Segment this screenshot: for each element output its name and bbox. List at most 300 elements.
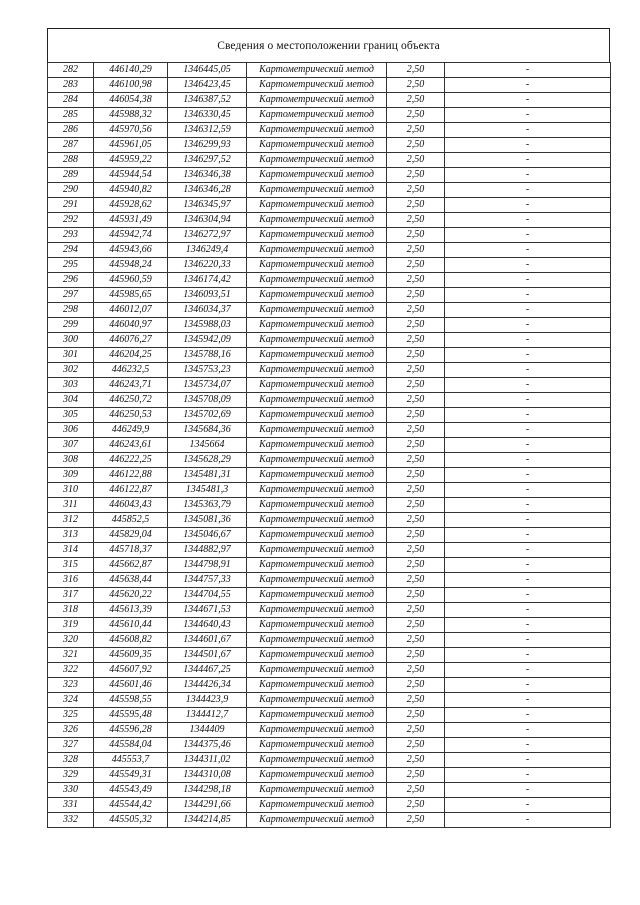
table-row (48, 468, 611, 483)
x-coordinate-cell: 445620,22 (94, 588, 168, 603)
description-cell: - (445, 138, 611, 153)
method-cell: Картометрический метод (247, 753, 387, 768)
table-row (48, 798, 611, 813)
x-coordinate-cell: 445988,32 (94, 108, 168, 123)
y-coordinate-cell: 1344704,55 (168, 588, 247, 603)
table-row (48, 228, 611, 243)
y-coordinate-cell: 1345753,23 (168, 363, 247, 378)
method-cell: Картометрический метод (247, 348, 387, 363)
y-coordinate-cell: 1345046,67 (168, 528, 247, 543)
x-coordinate-cell: 446243,71 (94, 378, 168, 393)
point-number-cell: 310 (48, 483, 94, 498)
point-number-cell: 284 (48, 93, 94, 108)
y-coordinate-cell: 1344671,53 (168, 603, 247, 618)
x-coordinate-cell: 446122,88 (94, 468, 168, 483)
point-number-cell: 308 (48, 453, 94, 468)
description-cell: - (445, 498, 611, 513)
accuracy-cell: 2,50 (387, 468, 445, 483)
y-coordinate-cell: 1346299,93 (168, 138, 247, 153)
method-cell: Картометрический метод (247, 498, 387, 513)
point-number-cell: 283 (48, 78, 94, 93)
method-cell: Картометрический метод (247, 183, 387, 198)
table-row (48, 93, 611, 108)
y-coordinate-cell: 1344311,02 (168, 753, 247, 768)
description-cell: - (445, 663, 611, 678)
y-coordinate-cell: 1345734,07 (168, 378, 247, 393)
y-coordinate-cell: 1346346,28 (168, 183, 247, 198)
x-coordinate-cell: 446043,43 (94, 498, 168, 513)
table-row (48, 573, 611, 588)
table-title: Сведения о местоположении границ объекта (47, 28, 610, 62)
point-number-cell: 306 (48, 423, 94, 438)
x-coordinate-cell: 446012,07 (94, 303, 168, 318)
y-coordinate-cell: 1344501,67 (168, 648, 247, 663)
description-cell: - (445, 708, 611, 723)
method-cell: Картометрический метод (247, 573, 387, 588)
table-row (48, 183, 611, 198)
y-coordinate-cell: 1344409 (168, 723, 247, 738)
x-coordinate-cell: 445610,44 (94, 618, 168, 633)
accuracy-cell: 2,50 (387, 318, 445, 333)
description-cell: - (445, 603, 611, 618)
table-row (48, 213, 611, 228)
point-number-cell: 315 (48, 558, 94, 573)
x-coordinate-cell: 446040,97 (94, 318, 168, 333)
table-row (48, 708, 611, 723)
method-cell: Картометрический метод (247, 528, 387, 543)
table-row (48, 453, 611, 468)
description-cell: - (445, 153, 611, 168)
table-body (48, 63, 611, 828)
point-number-cell: 322 (48, 663, 94, 678)
accuracy-cell: 2,50 (387, 798, 445, 813)
accuracy-cell: 2,50 (387, 573, 445, 588)
accuracy-cell: 2,50 (387, 528, 445, 543)
table-row (48, 198, 611, 213)
method-cell: Картометрический метод (247, 618, 387, 633)
x-coordinate-cell: 445940,82 (94, 183, 168, 198)
y-coordinate-cell: 1344640,43 (168, 618, 247, 633)
description-cell: - (445, 288, 611, 303)
description-cell: - (445, 693, 611, 708)
description-cell: - (445, 678, 611, 693)
table-row (48, 423, 611, 438)
x-coordinate-cell: 446250,53 (94, 408, 168, 423)
table-row (48, 753, 611, 768)
accuracy-cell: 2,50 (387, 543, 445, 558)
table-row (48, 408, 611, 423)
y-coordinate-cell: 1346387,52 (168, 93, 247, 108)
method-cell: Картометрический метод (247, 678, 387, 693)
accuracy-cell: 2,50 (387, 723, 445, 738)
y-coordinate-cell: 1344412,7 (168, 708, 247, 723)
x-coordinate-cell: 445943,66 (94, 243, 168, 258)
description-cell: - (445, 633, 611, 648)
description-cell: - (445, 543, 611, 558)
accuracy-cell: 2,50 (387, 228, 445, 243)
method-cell: Картометрический метод (247, 513, 387, 528)
y-coordinate-cell: 1346272,97 (168, 228, 247, 243)
method-cell: Картометрический метод (247, 768, 387, 783)
point-number-cell: 286 (48, 123, 94, 138)
table-row (48, 783, 611, 798)
point-number-cell: 314 (48, 543, 94, 558)
accuracy-cell: 2,50 (387, 438, 445, 453)
table-row (48, 333, 611, 348)
method-cell: Картометрический метод (247, 708, 387, 723)
y-coordinate-cell: 1346220,33 (168, 258, 247, 273)
description-cell: - (445, 588, 611, 603)
point-number-cell: 320 (48, 633, 94, 648)
y-coordinate-cell: 1344423,9 (168, 693, 247, 708)
table-row (48, 558, 611, 573)
x-coordinate-cell: 445960,59 (94, 273, 168, 288)
table-row (48, 393, 611, 408)
point-number-cell: 309 (48, 468, 94, 483)
description-cell: - (445, 108, 611, 123)
point-number-cell: 289 (48, 168, 94, 183)
y-coordinate-cell: 1344426,34 (168, 678, 247, 693)
accuracy-cell: 2,50 (387, 168, 445, 183)
description-cell: - (445, 243, 611, 258)
accuracy-cell: 2,50 (387, 198, 445, 213)
table-row (48, 498, 611, 513)
method-cell: Картометрический метод (247, 138, 387, 153)
x-coordinate-cell: 445852,5 (94, 513, 168, 528)
accuracy-cell: 2,50 (387, 453, 445, 468)
accuracy-cell: 2,50 (387, 558, 445, 573)
x-coordinate-cell: 445829,04 (94, 528, 168, 543)
point-number-cell: 311 (48, 498, 94, 513)
method-cell: Картометрический метод (247, 393, 387, 408)
accuracy-cell: 2,50 (387, 513, 445, 528)
x-coordinate-cell: 446140,29 (94, 63, 168, 78)
table-row (48, 63, 611, 78)
method-cell: Картометрический метод (247, 423, 387, 438)
accuracy-cell: 2,50 (387, 618, 445, 633)
point-number-cell: 328 (48, 753, 94, 768)
description-cell: - (445, 468, 611, 483)
method-cell: Картометрический метод (247, 813, 387, 828)
table-row (48, 588, 611, 603)
method-cell: Картометрический метод (247, 168, 387, 183)
x-coordinate-cell: 445613,39 (94, 603, 168, 618)
method-cell: Картометрический метод (247, 408, 387, 423)
x-coordinate-cell: 445544,42 (94, 798, 168, 813)
description-cell: - (445, 228, 611, 243)
description-cell: - (445, 303, 611, 318)
accuracy-cell: 2,50 (387, 213, 445, 228)
accuracy-cell: 2,50 (387, 768, 445, 783)
description-cell: - (445, 213, 611, 228)
method-cell: Картометрический метод (247, 483, 387, 498)
description-cell: - (445, 168, 611, 183)
accuracy-cell: 2,50 (387, 678, 445, 693)
description-cell: - (445, 813, 611, 828)
x-coordinate-cell: 445948,24 (94, 258, 168, 273)
x-coordinate-cell: 446243,61 (94, 438, 168, 453)
x-coordinate-cell: 445928,62 (94, 198, 168, 213)
method-cell: Картометрический метод (247, 633, 387, 648)
method-cell: Картометрический метод (247, 333, 387, 348)
description-cell: - (445, 753, 611, 768)
method-cell: Картометрический метод (247, 318, 387, 333)
table-row (48, 528, 611, 543)
accuracy-cell: 2,50 (387, 63, 445, 78)
table-row (48, 78, 611, 93)
x-coordinate-cell: 445985,65 (94, 288, 168, 303)
x-coordinate-cell: 445944,54 (94, 168, 168, 183)
point-number-cell: 330 (48, 783, 94, 798)
point-number-cell: 303 (48, 378, 94, 393)
table-row (48, 348, 611, 363)
accuracy-cell: 2,50 (387, 498, 445, 513)
table-row (48, 618, 611, 633)
description-cell: - (445, 768, 611, 783)
point-number-cell: 312 (48, 513, 94, 528)
y-coordinate-cell: 1346034,37 (168, 303, 247, 318)
description-cell: - (445, 123, 611, 138)
method-cell: Картометрический метод (247, 288, 387, 303)
description-cell: - (445, 393, 611, 408)
point-number-cell: 321 (48, 648, 94, 663)
description-cell: - (445, 273, 611, 288)
point-number-cell: 295 (48, 258, 94, 273)
method-cell: Картометрический метод (247, 258, 387, 273)
point-number-cell: 323 (48, 678, 94, 693)
x-coordinate-cell: 446250,72 (94, 393, 168, 408)
point-number-cell: 325 (48, 708, 94, 723)
description-cell: - (445, 333, 611, 348)
y-coordinate-cell: 1345684,36 (168, 423, 247, 438)
method-cell: Картометрический метод (247, 153, 387, 168)
table-row (48, 123, 611, 138)
method-cell: Картометрический метод (247, 303, 387, 318)
point-number-cell: 313 (48, 528, 94, 543)
description-cell: - (445, 363, 611, 378)
method-cell: Картометрический метод (247, 93, 387, 108)
y-coordinate-cell: 1344757,33 (168, 573, 247, 588)
accuracy-cell: 2,50 (387, 408, 445, 423)
x-coordinate-cell: 445608,82 (94, 633, 168, 648)
method-cell: Картометрический метод (247, 663, 387, 678)
x-coordinate-cell: 445549,31 (94, 768, 168, 783)
y-coordinate-cell: 1344298,18 (168, 783, 247, 798)
point-number-cell: 327 (48, 738, 94, 753)
point-number-cell: 297 (48, 288, 94, 303)
method-cell: Картометрический метод (247, 543, 387, 558)
table-row (48, 378, 611, 393)
table-row (48, 438, 611, 453)
description-cell: - (445, 798, 611, 813)
y-coordinate-cell: 1345942,09 (168, 333, 247, 348)
point-number-cell: 282 (48, 63, 94, 78)
x-coordinate-cell: 445598,55 (94, 693, 168, 708)
accuracy-cell: 2,50 (387, 348, 445, 363)
point-number-cell: 296 (48, 273, 94, 288)
accuracy-cell: 2,50 (387, 588, 445, 603)
x-coordinate-cell: 445942,74 (94, 228, 168, 243)
table-row (48, 288, 611, 303)
table-row (48, 648, 611, 663)
table-row (48, 513, 611, 528)
table-row (48, 603, 611, 618)
description-cell: - (445, 348, 611, 363)
x-coordinate-cell: 445584,04 (94, 738, 168, 753)
y-coordinate-cell: 1345664 (168, 438, 247, 453)
y-coordinate-cell: 1344601,67 (168, 633, 247, 648)
description-cell: - (445, 723, 611, 738)
accuracy-cell: 2,50 (387, 708, 445, 723)
x-coordinate-cell: 446100,98 (94, 78, 168, 93)
y-coordinate-cell: 1344291,66 (168, 798, 247, 813)
point-number-cell: 316 (48, 573, 94, 588)
point-number-cell: 332 (48, 813, 94, 828)
x-coordinate-cell: 445607,92 (94, 663, 168, 678)
x-coordinate-cell: 446249,9 (94, 423, 168, 438)
table-row (48, 108, 611, 123)
accuracy-cell: 2,50 (387, 753, 445, 768)
y-coordinate-cell: 1345481,3 (168, 483, 247, 498)
y-coordinate-cell: 1346330,45 (168, 108, 247, 123)
table-row (48, 663, 611, 678)
point-number-cell: 299 (48, 318, 94, 333)
x-coordinate-cell: 446122,87 (94, 483, 168, 498)
accuracy-cell: 2,50 (387, 183, 445, 198)
y-coordinate-cell: 1345363,79 (168, 498, 247, 513)
point-number-cell: 329 (48, 768, 94, 783)
table-row (48, 363, 611, 378)
point-number-cell: 326 (48, 723, 94, 738)
description-cell: - (445, 513, 611, 528)
accuracy-cell: 2,50 (387, 273, 445, 288)
y-coordinate-cell: 1346423,45 (168, 78, 247, 93)
x-coordinate-cell: 446054,38 (94, 93, 168, 108)
table-row (48, 258, 611, 273)
accuracy-cell: 2,50 (387, 108, 445, 123)
point-number-cell: 300 (48, 333, 94, 348)
point-number-cell: 291 (48, 198, 94, 213)
x-coordinate-cell: 445638,44 (94, 573, 168, 588)
method-cell: Картометрический метод (247, 438, 387, 453)
y-coordinate-cell: 1344882,97 (168, 543, 247, 558)
description-cell: - (445, 438, 611, 453)
method-cell: Картометрический метод (247, 723, 387, 738)
x-coordinate-cell: 445601,46 (94, 678, 168, 693)
description-cell: - (445, 618, 611, 633)
y-coordinate-cell: 1345988,03 (168, 318, 247, 333)
y-coordinate-cell: 1344214,85 (168, 813, 247, 828)
table-row (48, 273, 611, 288)
description-cell: - (445, 648, 611, 663)
y-coordinate-cell: 1346445,05 (168, 63, 247, 78)
table-row (48, 678, 611, 693)
x-coordinate-cell: 445931,49 (94, 213, 168, 228)
accuracy-cell: 2,50 (387, 123, 445, 138)
method-cell: Картометрический метод (247, 213, 387, 228)
accuracy-cell: 2,50 (387, 138, 445, 153)
table-row (48, 813, 611, 828)
description-cell: - (445, 783, 611, 798)
accuracy-cell: 2,50 (387, 288, 445, 303)
point-number-cell: 288 (48, 153, 94, 168)
accuracy-cell: 2,50 (387, 483, 445, 498)
accuracy-cell: 2,50 (387, 663, 445, 678)
accuracy-cell: 2,50 (387, 783, 445, 798)
accuracy-cell: 2,50 (387, 738, 445, 753)
x-coordinate-cell: 445718,37 (94, 543, 168, 558)
description-cell: - (445, 573, 611, 588)
y-coordinate-cell: 1346312,59 (168, 123, 247, 138)
point-number-cell: 317 (48, 588, 94, 603)
accuracy-cell: 2,50 (387, 78, 445, 93)
point-number-cell: 324 (48, 693, 94, 708)
description-cell: - (445, 183, 611, 198)
table-row (48, 318, 611, 333)
description-cell: - (445, 93, 611, 108)
accuracy-cell: 2,50 (387, 603, 445, 618)
x-coordinate-cell: 445595,48 (94, 708, 168, 723)
y-coordinate-cell: 1344467,25 (168, 663, 247, 678)
method-cell: Картометрический метод (247, 123, 387, 138)
y-coordinate-cell: 1345481,31 (168, 468, 247, 483)
point-number-cell: 294 (48, 243, 94, 258)
description-cell: - (445, 258, 611, 273)
method-cell: Картометрический метод (247, 468, 387, 483)
method-cell: Картометрический метод (247, 453, 387, 468)
y-coordinate-cell: 1344375,46 (168, 738, 247, 753)
y-coordinate-cell: 1346174,42 (168, 273, 247, 288)
description-cell: - (445, 78, 611, 93)
method-cell: Картометрический метод (247, 228, 387, 243)
x-coordinate-cell: 446222,25 (94, 453, 168, 468)
method-cell: Картометрический метод (247, 558, 387, 573)
y-coordinate-cell: 1346249,4 (168, 243, 247, 258)
description-cell: - (445, 423, 611, 438)
description-cell: - (445, 198, 611, 213)
method-cell: Картометрический метод (247, 63, 387, 78)
description-cell: - (445, 63, 611, 78)
point-number-cell: 292 (48, 213, 94, 228)
point-number-cell: 287 (48, 138, 94, 153)
point-number-cell: 290 (48, 183, 94, 198)
y-coordinate-cell: 1345628,29 (168, 453, 247, 468)
y-coordinate-cell: 1345708,09 (168, 393, 247, 408)
x-coordinate-cell: 445959,22 (94, 153, 168, 168)
table-row (48, 303, 611, 318)
accuracy-cell: 2,50 (387, 333, 445, 348)
method-cell: Картометрический метод (247, 798, 387, 813)
method-cell: Картометрический метод (247, 738, 387, 753)
point-number-cell: 307 (48, 438, 94, 453)
table-row (48, 693, 611, 708)
description-cell: - (445, 528, 611, 543)
accuracy-cell: 2,50 (387, 813, 445, 828)
x-coordinate-cell: 445596,28 (94, 723, 168, 738)
table-row (48, 633, 611, 648)
table-row (48, 723, 611, 738)
table-row (48, 243, 611, 258)
x-coordinate-cell: 446232,5 (94, 363, 168, 378)
point-number-cell: 318 (48, 603, 94, 618)
x-coordinate-cell: 445609,35 (94, 648, 168, 663)
table-row (48, 138, 611, 153)
table-row (48, 483, 611, 498)
y-coordinate-cell: 1345702,69 (168, 408, 247, 423)
table-row (48, 738, 611, 753)
accuracy-cell: 2,50 (387, 393, 445, 408)
description-cell: - (445, 318, 611, 333)
